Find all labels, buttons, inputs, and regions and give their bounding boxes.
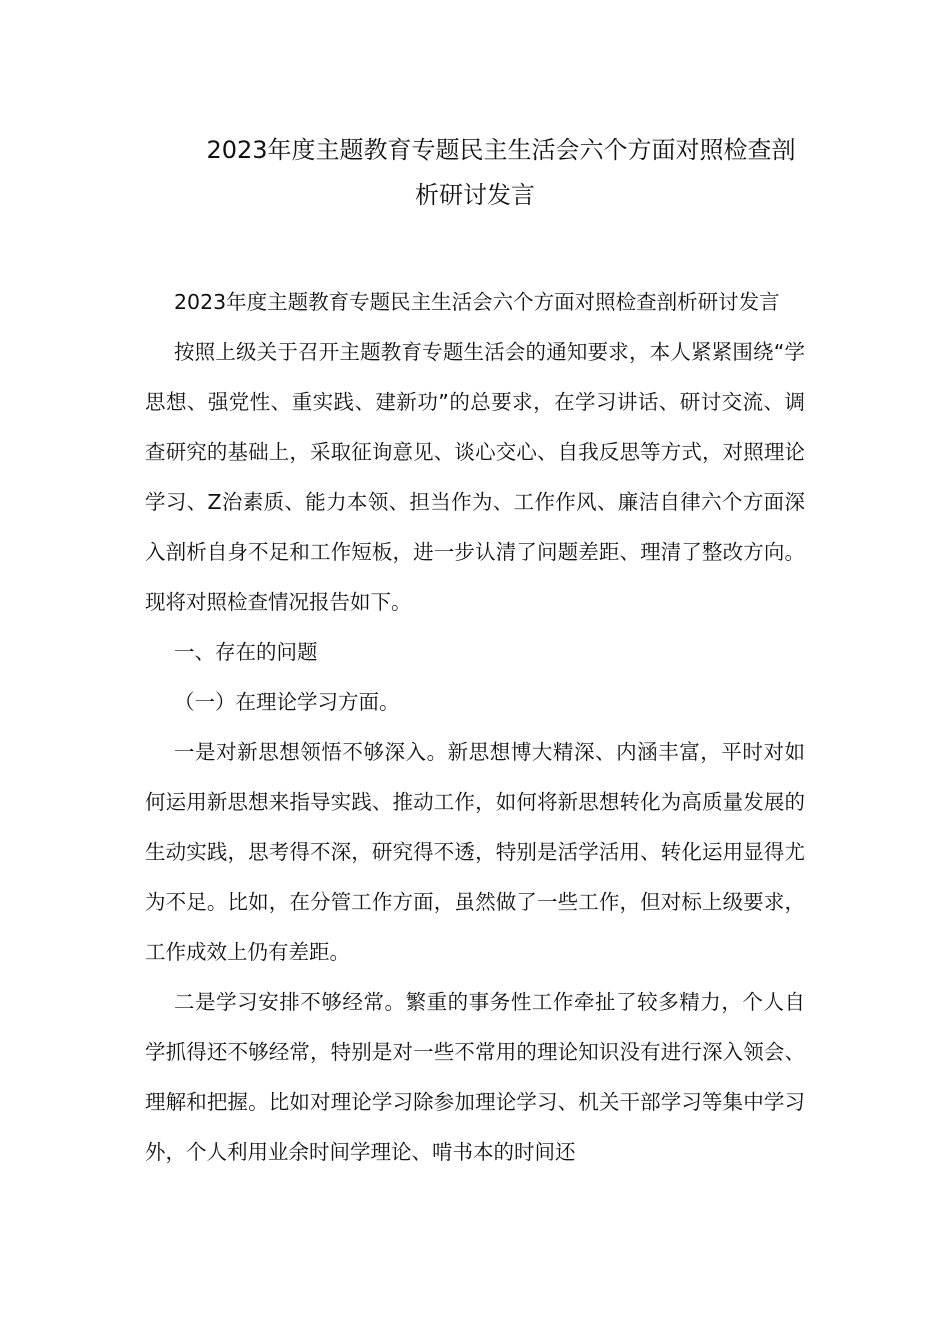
section-heading-problems: 一、存在的问题 [174, 640, 318, 664]
subsection-heading-theory-study: （一）在理论学习方面。 [174, 690, 400, 714]
body-paragraph-point-one: 一是对新思想领悟不够深入。新思想博大精深、内涵丰富，平时对如何运用新思想来指导实践、推动工作，如何将新思想转化为高质量发展的生动实践，思考得不深，研究得不透，特别是活学活用、转化运用显得尤为不足。比如，在分管工作方面，虽然做了一些工作，但对标上级要求，工作成效上仍有差距。 [145, 740, 805, 964]
body-paragraph-intro: 按照上级关于召开主题教育专题生活会的通知要求，本人紧紧围绕“学思想、强党性、重实践、建新功”的总要求，在学习讲话、研讨交流、调查研究的基础上，采取征询意见、谈心交心、自我反思等方式，对照理论学习、Z治素质、能力本领、担当作为、工作作风、廉洁自律六个方面深入剖析自身不足和工作短板，进一步认清了问题差距、理清了整改方向。现将对照检查情况报告如下。 [145, 340, 805, 614]
document-body [145, 277, 805, 1177]
body-paragraph-point-two: 二是学习安排不够经常。繁重的事务性工作牵扯了较多精力，个人自学抓得还不够经常，特别是对一些不常用的理论知识没有进行深入领会、理解和把握。比如对理论学习除参加理论学习、机关干部学习等集中学习外，个人利用业余时间学理论、啃书本的时间还 [145, 990, 805, 1164]
body-paragraph-heading-repeat: 2023年度主题教育专题民主生活会六个方面对照检查剖析研讨发言 [174, 290, 780, 314]
document-title: 2023年度主题教育专题民主生活会六个方面对照检查剖析研讨发言 [206, 136, 796, 209]
